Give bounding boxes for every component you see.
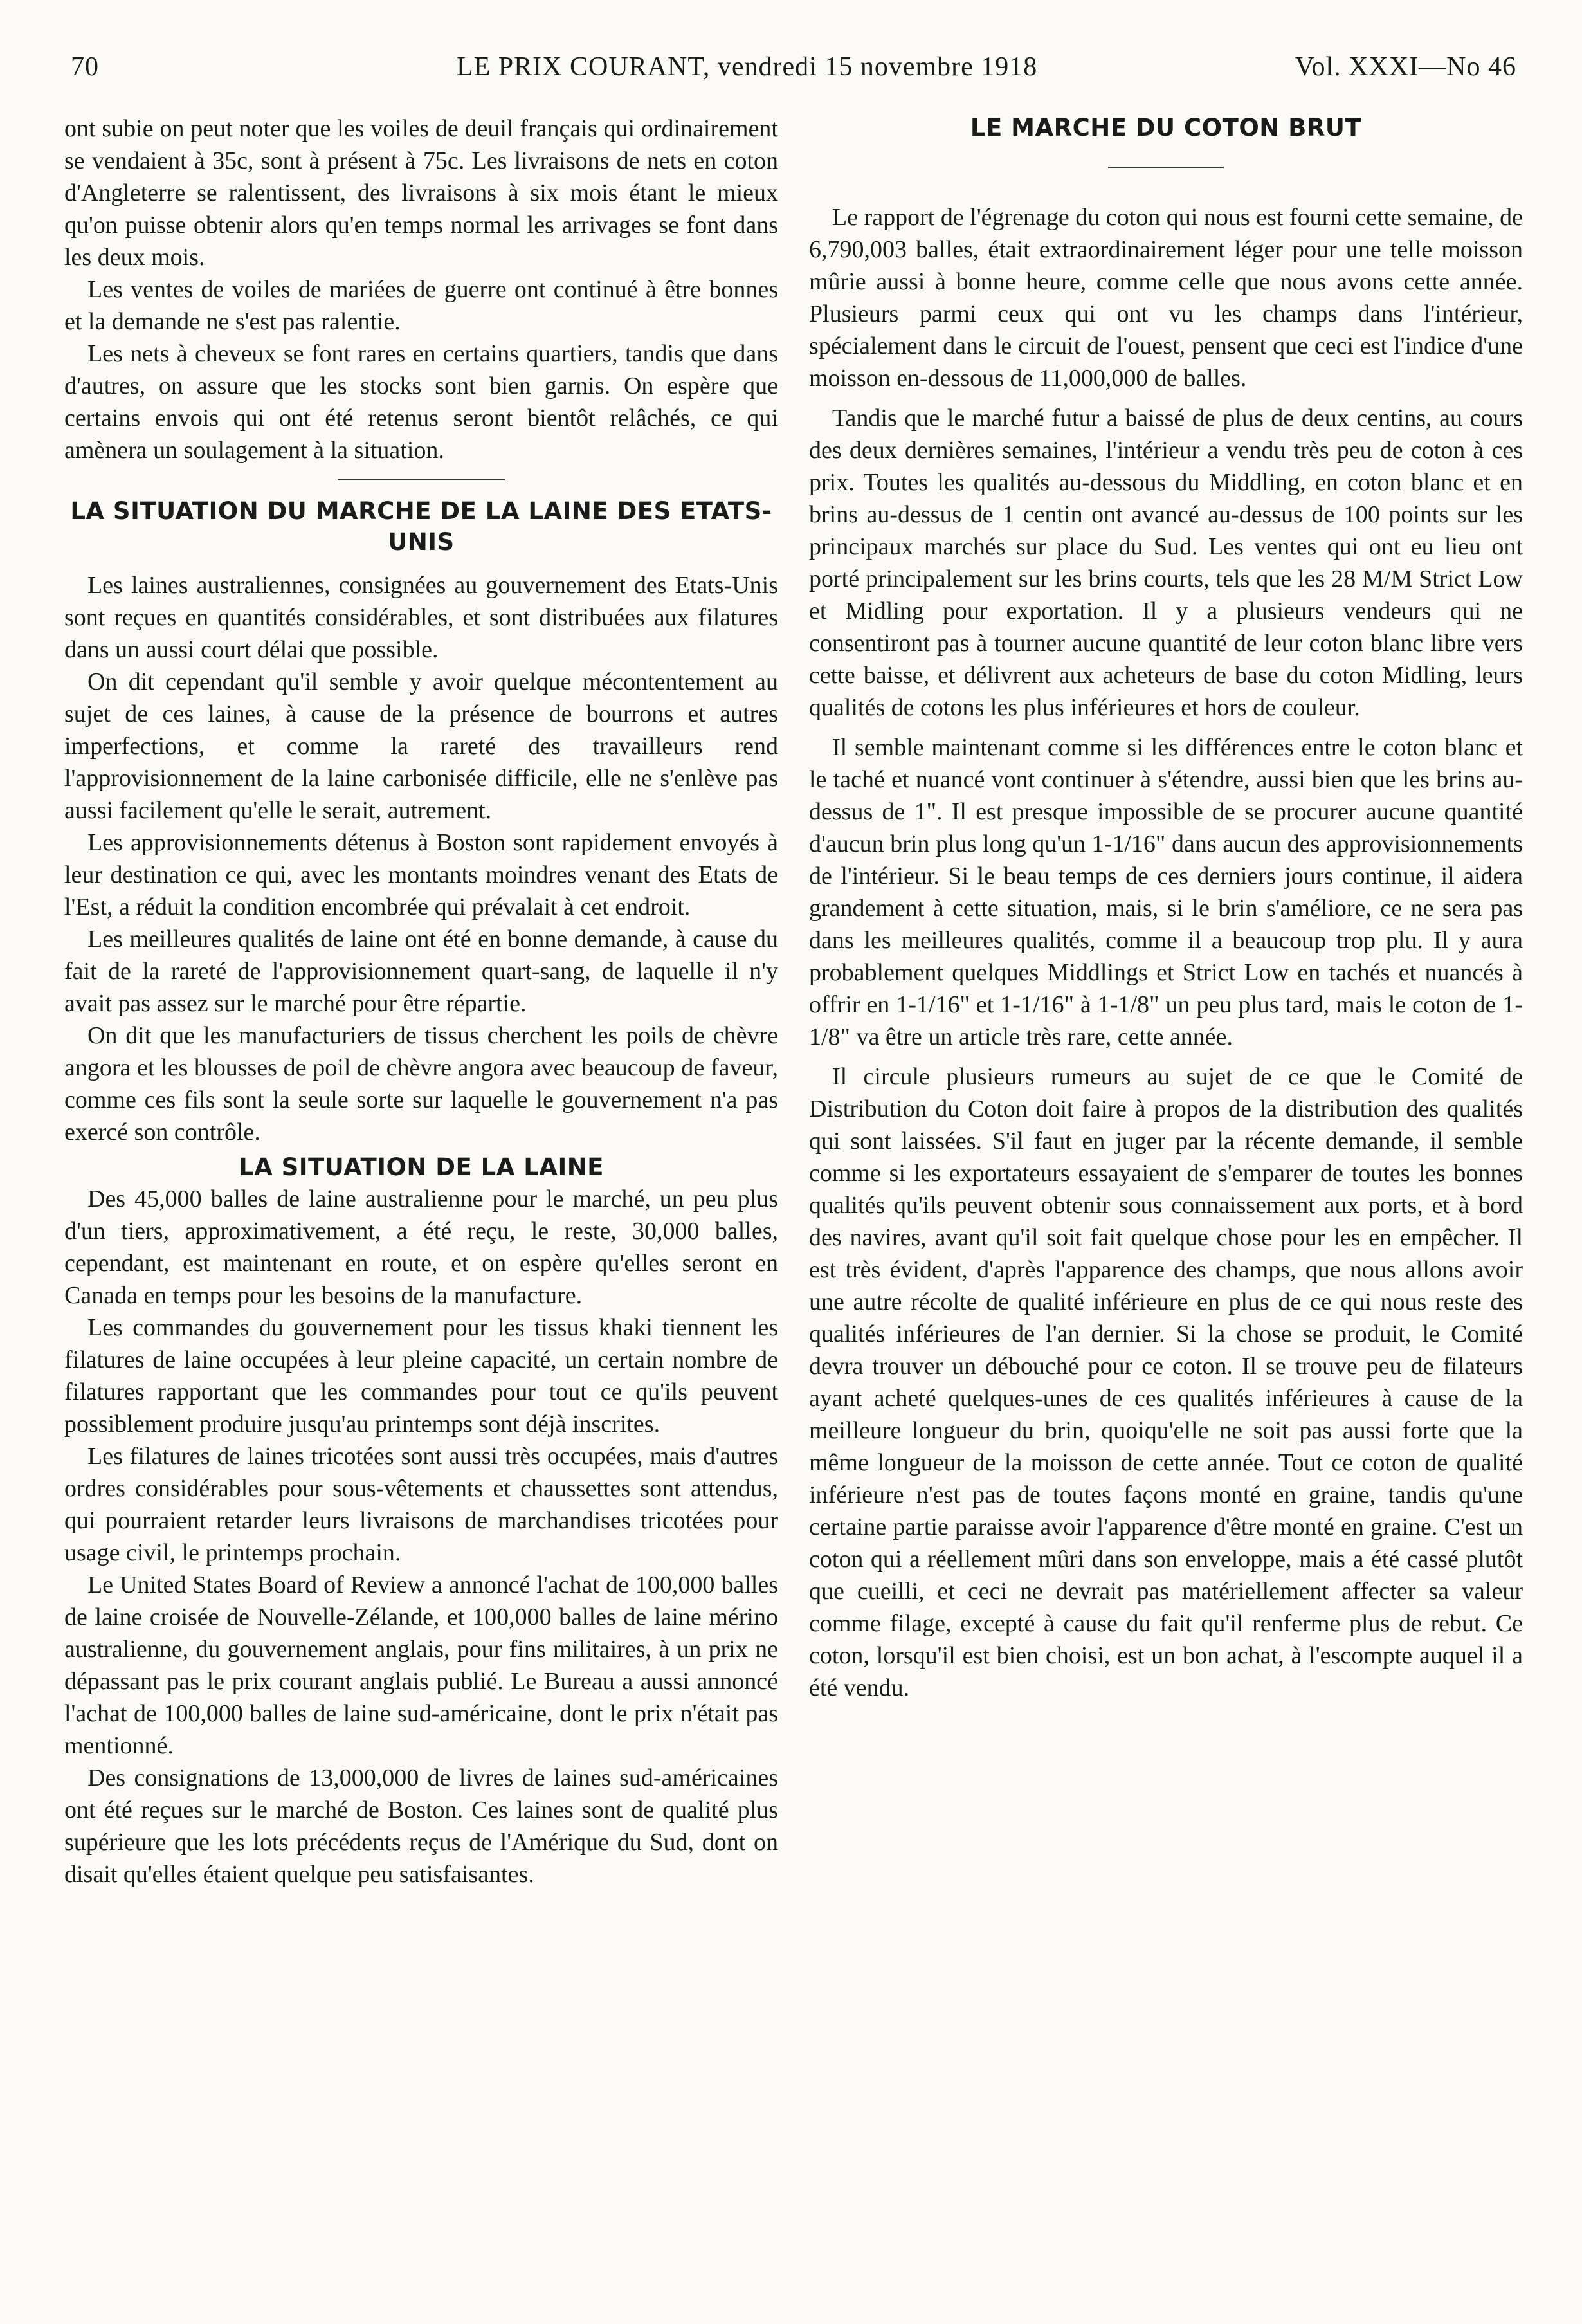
paragraph: Les filatures de laines tricotées sont aussi très occupées, mais d'autres ordres considérables pour sous-vêtements et chaussettes sont attendus, qui pourraient retarder leurs livraisons de marchandises tricotées pour usage civil, le printemps prochain.	[64, 1443, 778, 1566]
paragraph: On dit que les manufacturiers de tissus cherchent les poils de chèvre angora et les blousses de poil de chèvre angora avec beaucoup de faveur, comme ces fils sont la seule sorte sur laquelle le gouvernement n'a pas exercé son contrôle.	[64, 1022, 778, 1146]
paragraph: Des 45,000 balles de laine australienne pour le marché, un peu plus d'un tiers, approximativement, a été reçu, le reste, 30,000 balles, cependant, est maintenant en route, et on espère qu'elles seront en Canada en temps pour les besoins de la manufacture.	[64, 1185, 778, 1309]
columns	[64, 113, 1523, 2287]
paragraph: Les nets à cheveux se font rares en certains quartiers, tandis que dans d'autres, on assure que les stocks sont bien garnis. On espère que certains envois qui ont été retenus seront bientôt relâchés, ce qui amènera un soulagement à la situation.	[64, 340, 778, 464]
article-wool-situation	[64, 1152, 778, 1890]
paragraph: Il semble maintenant comme si les différences entre le coton blanc et le taché et nuancé vont continuer à s'étendre, aussi bien que les brins au-dessus de 1". Il est presque impossible de se procurer aucune quantité d'aucun brin plus long qu'un 1-1/16" dans aucun des approvisionnements de l'intérieur. Si le beau temps de ces derniers jours continue, il aidera grandement à cette situation, mais, si le brin s'améliore, ce ne sera pas dans les meilleures qualités, comme il a beaucoup trop plu. Il y aura probablement quelques Middlings et Strict Low en tachés et nuancés à offrir en 1-1/16" et 1-1/16" à 1-1/8" un peu plus tard, mais le coton de 1-1/8" va être un article très rare, cette année.	[809, 734, 1523, 1050]
paragraph: Des consignations de 13,000,000 de livres de laines sud-américaines ont été reçues sur le marché de Boston. Ces laines sont de qualité plus supérieure que les lots précédents reçus de l'Amérique du Sud, dont on disait qu'elles étaient quelque peu satisfaisantes.	[64, 1764, 778, 1888]
paragraph: Les ventes de voiles de mariées de guerre ont continué à être bonnes et la demande ne s'est pas ralentie.	[64, 276, 778, 335]
paragraph: Le United States Board of Review a annoncé l'achat de 100,000 balles de laine croisée de Nouvelle-Zélande, et 100,000 balles de laine mérino australienne, du gouvernement anglais, pour fins militaires, à un prix ne dépassant pas le prix courant anglais publié. Le Bureau a aussi annoncé l'achat de 100,000 balles de laine sud-américaine, dont le prix n'était pas mentionné.	[64, 1571, 778, 1759]
paragraph: ont subie on peut noter que les voiles de deuil français qui ordinairement se vendaient à 35c, sont à présent à 75c. Les livraisons de nets en coton d'Angleterre se ralentissent, des livraisons à six mois étant le mieux qu'on puisse obtenir alors qu'en temps normal les arrivages se font dans les deux mois.	[64, 115, 778, 271]
right-column	[809, 113, 1523, 2287]
running-header	[64, 45, 1523, 90]
paragraph: Tandis que le marché futur a baissé de plus de deux centins, au cours des deux dernières semaines, l'intérieur a vendu très peu de coton à ces prix. Toutes les qualités au-dessous du Middling, en coton blanc et en brins au-dessus de 1 centin ont avancé au-dessus de 100 points sur les principaux marchés sur place du Sud. Les ventes qui ont eu lieu ont porté principalement sur les brins courts, tels que les 28 M/M Strict Low et Midling pour exportation. Il y a plusieurs vendeurs qui ne consentiront pas à tourner aucune quantité de leur coton blanc libre vers cette baisse, et délivrent aux acheteurs de base du coton Midling, leurs qualités de cotons les plus inférieures et hors de couleur.	[809, 405, 1523, 721]
paragraph: Les commandes du gouvernement pour les tissus khaki tiennent les filatures de laine occupées à leur pleine capacité, un certain nombre de filatures rapportant que les commandes pour tout ce qu'ils peuvent possiblement produire jusqu'au printemps sont déjà inscrites.	[64, 1314, 778, 1438]
article-wool-market-us	[64, 496, 778, 1148]
paragraph: Les meilleures qualités de laine ont été en bonne demande, à cause du fait de la rareté de l'approvisionnement quart-sang, de laquelle il n'y avait pas assez sur le marché pour être répartie.	[64, 926, 778, 1017]
paragraph: Les laines australiennes, consignées au gouvernement des Etats-Unis sont reçues en quantités considérables, et sont distribuées aux filatures dans un aussi court délai que possible.	[64, 572, 778, 663]
article-title: LA SITUATION DE LA LAINE	[239, 1153, 604, 1181]
continuation-text	[64, 113, 778, 466]
paragraph: On dit cependant qu'il semble y avoir quelque mécontentement au sujet de ces laines, à cause de la présence de bourrons et autres imperfections, et comme la rareté des travailleurs rend l'approvisionnement de la laine carbonisée difficile, elle ne s'enlève pas aussi facilement qu'elle le serait, autrement.	[64, 668, 778, 824]
paragraph: Les approvisionnements détenus à Boston sont rapidement envoyés à leur destination ce qui, avec les montants moindres venant des Etats de l'Est, a réduit la condition encombrée qui prévalait à cet endroit.	[64, 829, 778, 920]
paragraph: Le rapport de l'égrenage du coton qui nous est fourni cette semaine, de 6,790,003 balles, était extraordinairement léger pour une telle moisson mûrie aussi à bonne heure, comme celle que nous avons cette année. Plusieurs parmi ceux qui ont vu les champs dans l'intérieur, spécialement dans le circuit de l'ouest, pensent que ceci est l'indice d'une moisson en-dessous de 11,000,000 de balles.	[809, 204, 1523, 392]
volume-number: Vol. XXXI—No 46	[1295, 52, 1516, 82]
article-title: LA SITUATION DU MARCHE DE LA LAINE DES ETATS-UNIS	[70, 497, 772, 556]
paragraph: Il circule plusieurs rumeurs au sujet de ce que le Comité de Distribution du Coton doit faire à propos de la distribution des qualités qui sont laissées. S'il faut en juger par la récente demande, il semble comme si les exportateurs essayaient de s'emparer de toutes les bonnes qualités qu'ils peuvent obtenir sous connaissement aux ports, et à bord des navires, avant qu'il soit fait quelque chose pour les en empêcher. Il est très évident, d'après l'apparence des champs, que nous allons avoir une autre récolte de qualité inférieure en plus de ce qui nous reste des qualités inférieures de l'an dernier. Si la chose se produit, le Comité devra trouver un débouché pour ce coton. Il se trouve peu de filateurs ayant acheté quelques-unes de ces qualités inférieures à cause de la meilleure longueur du brin, quoiqu'elle ne soit pas aussi forte que la même longueur de la moisson de cette année. Tout ce coton de qualité inférieure n'est pas de toutes façons monté en graine, tandis qu'une certaine partie paraisse avoir l'apparence d'être monté en graine. C'est un coton qui a réellement mûri dans son enveloppe, mais a été cassé plutôt que cueilli, et ceci ne devrait pas matériellement affecter sa valeur comme filage, excepté à cause du fait qu'il renferme plus de rebut. Ce coton, lorsqu'il est bien choisi, est un bon achat, à l'escompte auquel il a été vendu.	[809, 1063, 1523, 1701]
publication-title: LE PRIX COURANT, vendredi 15 novembre 1918	[457, 52, 1038, 82]
left-column	[64, 113, 778, 2287]
page-number: 70	[71, 52, 99, 82]
article-title: LE MARCHE DU COTON BRUT	[970, 114, 1362, 142]
article-raw-cotton-market	[809, 113, 1523, 1704]
